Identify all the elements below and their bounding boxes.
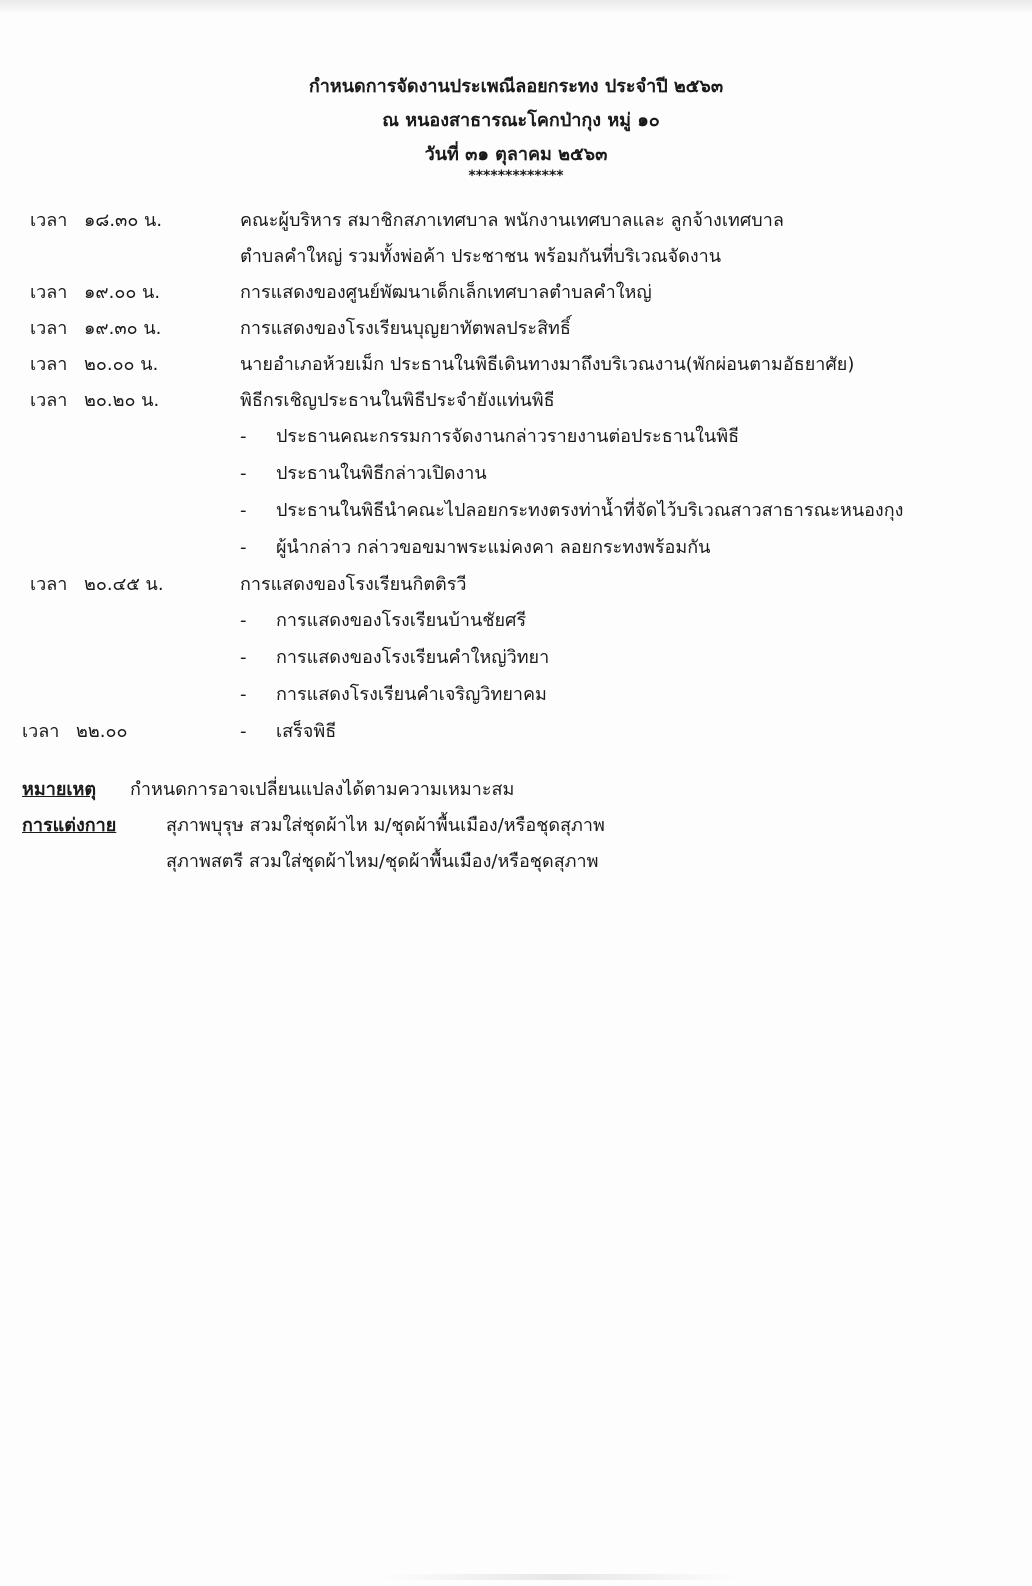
bullet-dash: - — [240, 500, 247, 521]
time-label: เวลา — [22, 721, 60, 742]
schedule-subitem — [0, 640, 1032, 677]
schedule-row — [0, 383, 1032, 419]
schedule-subitem — [0, 530, 1032, 567]
subitem-text: ประธานในพิธีกล่าวเปิดงาน — [276, 463, 487, 484]
time-value: ๒๐.๐๐ น. — [84, 354, 159, 375]
bullet-dash: - — [240, 537, 247, 558]
schedule-row — [0, 203, 1032, 239]
time-cell — [30, 567, 164, 603]
schedule-description: เสร็จพิธี — [276, 721, 337, 742]
schedule-description: คณะผู้บริหาร สมาชิกสภาเทศบาล พนักงานเทศบาลและ ลูกจ้างเทศบาล — [240, 210, 784, 231]
time-value: ๒๐.๔๕ น. — [84, 574, 164, 595]
schedule-description: การแสดงของโรงเรียนบุญยาทัตพลประสิทธิ์ — [240, 318, 571, 339]
header-date: วันที่ ๓๑ ตุลาคม ๒๕๖๓ — [424, 144, 608, 165]
dress-male-text: สุภาพบุรุษ สวมใส่ชุดผ้าไห ม/ชุดผ้าพื้นเมือง/หรือชุดสุภาพ — [166, 815, 605, 836]
time-cell — [30, 275, 160, 311]
schedule-description-cont: ตำบลคำใหญ่ รวมทั้งพ่อค้า ประชาชน พร้อมกันที่บริเวณจัดงาน — [240, 246, 722, 267]
schedule-row — [0, 567, 1032, 603]
schedule-subitem — [0, 603, 1032, 640]
time-cell — [30, 203, 162, 239]
subitem-text: ผู้นำกล่าว กล่าวขอขมาพระแม่คงคา ลอยกระทงพร้อมกัน — [276, 537, 711, 558]
remark-label: หมายเหตุ — [22, 779, 97, 800]
subitem-text: การแสดงโรงเรียนคำเจริญวิทยาคม — [276, 684, 547, 705]
scan-edge — [0, 0, 1032, 14]
dress-row-male — [0, 808, 1032, 844]
bullet-dash: - — [240, 721, 247, 742]
time-cell — [22, 714, 127, 750]
time-label: เวลา — [30, 282, 68, 303]
schedule-subitem — [0, 677, 1032, 714]
schedule-description: การแสดงของโรงเรียนกิตติรวี — [240, 574, 467, 595]
scan-bottom-mark — [380, 1574, 740, 1580]
schedule-subitem — [0, 456, 1032, 493]
time-cell — [30, 347, 158, 383]
header-venue: ณ หนองสาธารณะโคกป่ากุง หมู่ ๑๐ — [382, 110, 660, 131]
bullet-dash: - — [240, 647, 247, 668]
schedule-description: นายอำเภอห้วยเม็ก ประธานในพิธีเดินทางมาถึงบริเวณงาน(พักผ่อนตามอัธยาศัย) — [240, 354, 855, 375]
time-value: ๑๙.๐๐ น. — [84, 282, 161, 303]
dress-female-text: สุภาพสตรี สวมใส่ชุดผ้าไหม/ชุดผ้าพื้นเมือง/หรือชุดสุภาพ — [166, 851, 599, 872]
time-value: ๑๘.๓๐ น. — [84, 210, 163, 231]
bullet-dash: - — [240, 684, 247, 705]
time-value: ๒๐.๒๐ น. — [84, 390, 160, 411]
subitem-text: การแสดงของโรงเรียนคำใหญ่วิทยา — [276, 647, 550, 668]
header-divider-stars: ************* — [468, 168, 564, 184]
document-header — [0, 70, 1032, 184]
subitem-text: ประธานในพิธีนำคณะไปลอยกระทงตรงท่าน้ำที่จัดไว้บริเวณสาวสาธารณะหนองกุง — [276, 500, 904, 521]
schedule-subitem — [0, 419, 1032, 456]
bullet-dash: - — [240, 463, 247, 484]
bullet-dash: - — [240, 426, 247, 447]
time-cell — [30, 311, 161, 347]
subitem-text: การแสดงของโรงเรียนบ้านชัยศรี — [276, 610, 527, 631]
schedule-row — [0, 714, 1032, 751]
time-label: เวลา — [30, 210, 68, 231]
schedule-row — [0, 347, 1032, 383]
schedule-description: การแสดงของศูนย์พัฒนาเด็กเล็กเทศบาลตำบลคำใหญ่ — [240, 282, 652, 303]
schedule-row — [0, 275, 1032, 311]
schedule-description: พิธีกรเชิญประธานในพิธีประจำยังแท่นพิธี — [240, 390, 555, 411]
time-label: เวลา — [30, 574, 68, 595]
schedule — [0, 203, 1032, 751]
dress-row-female — [0, 844, 1032, 880]
schedule-row-continuation — [0, 239, 1032, 275]
subitem-text: ประธานคณะกรรมการจัดงานกล่าวรายงานต่อประธานในพิธี — [276, 426, 740, 447]
time-value: ๒๒.๐๐ — [76, 721, 128, 742]
time-label: เวลา — [30, 390, 68, 411]
time-value: ๑๙.๓๐ น. — [84, 318, 162, 339]
notes-section — [0, 772, 1032, 880]
dress-label: การแต่งกาย — [22, 815, 117, 836]
time-label: เวลา — [30, 354, 68, 375]
schedule-row — [0, 311, 1032, 347]
time-cell — [30, 383, 159, 419]
time-label: เวลา — [30, 318, 68, 339]
remark-text: กำหนดการอาจเปลี่ยนแปลงได้ตามความเหมาะสม — [130, 779, 515, 800]
schedule-subitem — [0, 493, 1032, 530]
header-title: กำหนดการจัดงานประเพณีลอยกระทง ประจำปี ๒๕๖๓ — [308, 76, 724, 97]
bullet-dash: - — [240, 610, 247, 631]
remark-row — [0, 772, 1032, 808]
